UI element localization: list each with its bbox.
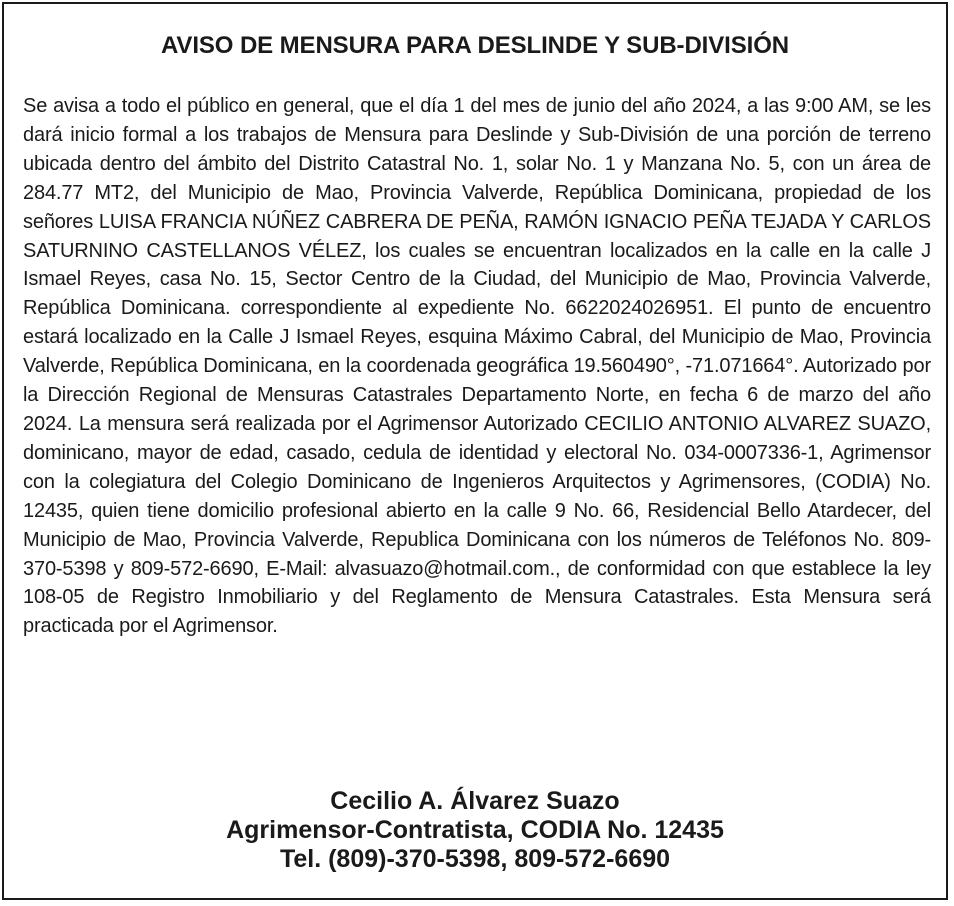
- signature-role: Agrimensor-Contratista, CODIA No. 12435: [226, 816, 724, 844]
- signature-name: Cecilio A. Álvarez Suazo: [330, 787, 620, 815]
- notice-title: AVISO DE MENSURA PARA DESLINDE Y SUB-DIVISIÓN: [160, 32, 790, 59]
- signature-block: [4, 787, 946, 874]
- signature-phones: Tel. (809)-370-5398, 809-572-6690: [279, 845, 671, 873]
- notice-frame: [2, 2, 948, 900]
- notice-body: Se avisa a todo el público en general, que el día 1 del mes de junio del año 2024, a las 9:00 AM, se les dará inicio formal a los trabajos de Mensura para Deslinde y Sub-División de una porción de terreno ubicada dentro del ámbito del Distrito Catastral No. 1, solar No. 1 y Manzana No. 5, con un área de 284.77 MT2, del Municipio de Mao, Provincia Valverde, República Dominicana, propiedad de los señores LUISA FRANCIA NÚÑEZ CABRERA DE PEÑA, RAMÓN IGNACIO PEÑA TEJADA Y CARLOS SATURNINO CASTELLANOS VÉLEZ, los cuales se encuentran localizados en la calle en la calle J Ismael Reyes, casa No. 15, Sector Centro de la Ciudad, del Municipio de Mao, Provincia Valverde, República Dominicana. correspondiente al expediente No. 6622024026951. El punto de encuentro estará localizado en la Calle J Ismael Reyes, esquina Máximo Cabral, del Municipio de Mao, Provincia Valverde, República Dominicana, en la coordenada geográfica 19.560490°, -71.071664°. Autorizado por la Dirección Regional de Mensuras Catastrales Departamento Norte, en fecha 6 de marzo del año 2024. La mensura será realizada por el Agrimensor Autorizado CECILIO ANTONIO ALVAREZ SUAZO, dominicano, mayor de edad, casado, cedula de identidad y electoral No. 034-0007336-1, Agrimensor con la colegiatura del Colegio Dominicano de Ingenieros Arquitectos y Agrimensores, (CODIA) No. 12435, quien tiene domicilio profesional abierto en la calle 9 No. 66, Residencial Bello Atardecer, del Municipio de Mao, Provincia Valverde, Republica Dominicana con los números de Teléfonos No. 809-370-5398 y 809-572-6690, E-Mail: alvasuazo@hotmail.com., de conformidad con que establece la ley 108-05 de Registro Inmobiliario y del Reglamento de Mensura Catastrales. Esta Mensura será practicada por el Agrimensor.: [23, 95, 931, 638]
